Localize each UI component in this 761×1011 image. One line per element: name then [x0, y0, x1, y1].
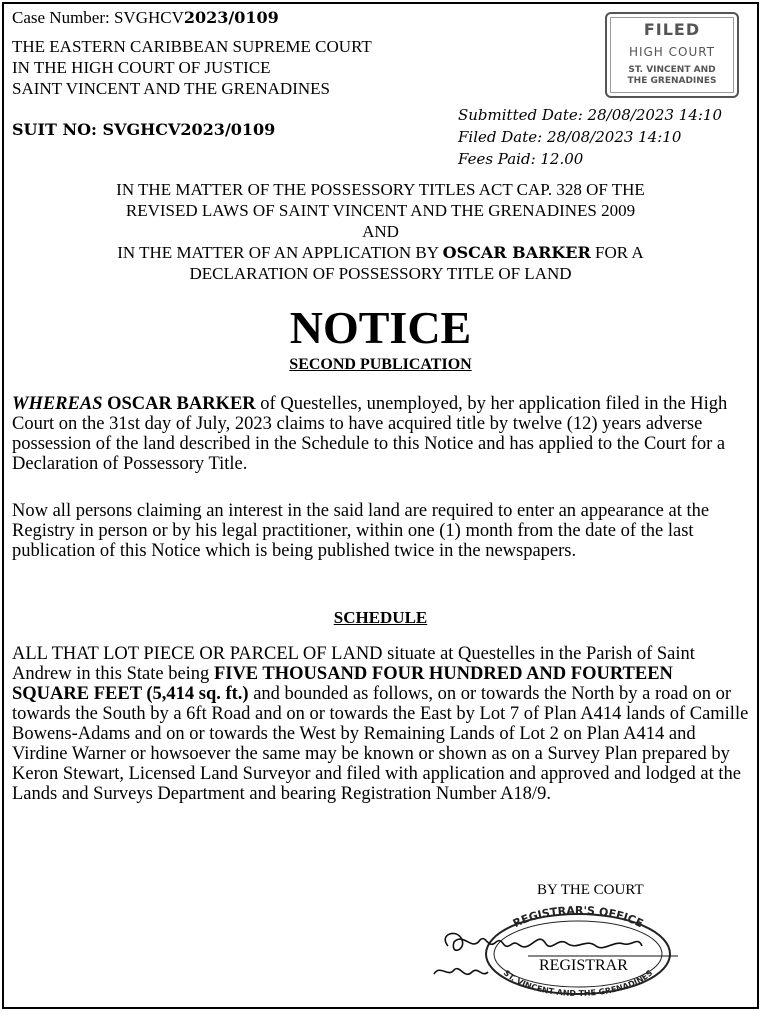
- matter-line-2: REVISED LAWS OF SAINT VINCENT AND THE GRENADINES 2009: [125, 201, 636, 220]
- claimants-paragraph: Now all persons claiming an interest in the said land are required to enter an appearance at the Registry in person or by his legal practitioner, within one (1) month from the date of the last publication of this Notice which is being published twice in the newspapers.: [12, 501, 710, 561]
- matter-line-1: IN THE MATTER OF THE POSSESSORY TITLES ACT CAP. 328 OF THE: [116, 180, 645, 199]
- court-line-2: IN THE HIGH COURT OF JUSTICE: [12, 58, 271, 77]
- case-number-prefix: Case Number: SVGHCV: [12, 8, 184, 27]
- schedule-text-post: and bounded as follows, on or towards the North by a road on or towards the South by a 6ft Road and on or towards the East by Lot 7 of Plan A414 lands of Camille Bowens-Adams and on or towards the West by Remaining Lands of Lot 2 on Plan A414 and Virdine Warner or howsoever the same may be known or shown as on a Survey Plan prepared by Keron Stewart, Licensed Land Surveyor and filed with application and approved and lodged at the Lands and Surveys Department and bearing Registration Number A18/9.: [12, 684, 749, 804]
- court-line-1: THE EASTERN CARIBBEAN SUPREME COURT: [12, 37, 372, 56]
- whereas-text: of Questelles, unemployed, by her application filed in the High Court on the 31st day of July, 2023 claims to have acquired title by twelve (12) years adverse possession of the land described in the Schedule to this Notice and has applied to the Court for a Declaration of Possessory Title.: [12, 394, 728, 474]
- matter-line-4-pre: IN THE MATTER OF AN APPLICATION BY: [117, 243, 443, 262]
- seal-top-text: REGISTRAR'S OFFICE: [510, 906, 646, 931]
- stamp-place-line-1: ST. VINCENT AND: [628, 65, 716, 75]
- matter-line-5: DECLARATION OF POSSESSORY TITLE OF LAND: [189, 264, 572, 283]
- stamp-place: [607, 65, 737, 87]
- registrar-label: REGISTRAR: [539, 957, 628, 974]
- stamp-place-line-2: THE GRENADINES: [627, 76, 717, 86]
- submitted-date: Submitted Date: 28/08/2023 14:10: [458, 106, 723, 124]
- publication-subtitle: SECOND PUBLICATION: [289, 356, 472, 373]
- matter-line-4: [12, 242, 749, 263]
- case-number-value: 2023/0109: [183, 8, 279, 27]
- signature-scribble: [445, 933, 642, 950]
- paragraph-applicant-name: OSCAR BARKER: [102, 394, 256, 414]
- filed-stamp: [605, 12, 739, 98]
- registrar-seal: [428, 906, 688, 1006]
- schedule-paragraph: [12, 644, 749, 804]
- matter-line-4-post: FOR A: [590, 243, 644, 262]
- court-heading: [12, 36, 372, 99]
- deputy-scribble: [434, 969, 488, 975]
- matter-line-3: AND: [362, 222, 399, 241]
- court-line-3: SAINT VINCENT AND THE GRENADINES: [12, 79, 330, 98]
- fees-paid: Fees Paid: 12.00: [458, 150, 584, 168]
- whereas-word: WHEREAS: [12, 394, 103, 414]
- suit-number: SUIT NO: SVGHCV2023/0109: [12, 120, 276, 139]
- schedule-heading: SCHEDULE: [333, 608, 428, 627]
- applicant-name: OSCAR BARKER: [442, 243, 591, 262]
- seal-bottom-text: ST. VINCENT AND THE GRENADINES: [501, 968, 655, 999]
- case-number: [12, 8, 279, 28]
- notice-title: NOTICE: [289, 302, 472, 353]
- whereas-paragraph: [12, 394, 749, 474]
- stamp-title: FILED: [643, 20, 701, 39]
- stamp-court: HIGH COURT: [628, 45, 716, 59]
- schedule-text-pre: ALL THAT LOT PIECE OR PARCEL OF LAND situate at Questelles in the Parish of Saint Andrew in this State being: [12, 644, 695, 684]
- land-area: FIVE THOUSAND FOUR HUNDRED AND FOURTEEN SQUARE FEET (5,414 sq. ft.): [12, 664, 673, 704]
- by-the-court: BY THE COURT: [537, 882, 644, 898]
- notice-document: [2, 2, 759, 1009]
- filed-date: Filed Date: 28/08/2023 14:10: [458, 128, 682, 146]
- filing-details: [458, 104, 722, 170]
- matter-heading: [12, 179, 749, 284]
